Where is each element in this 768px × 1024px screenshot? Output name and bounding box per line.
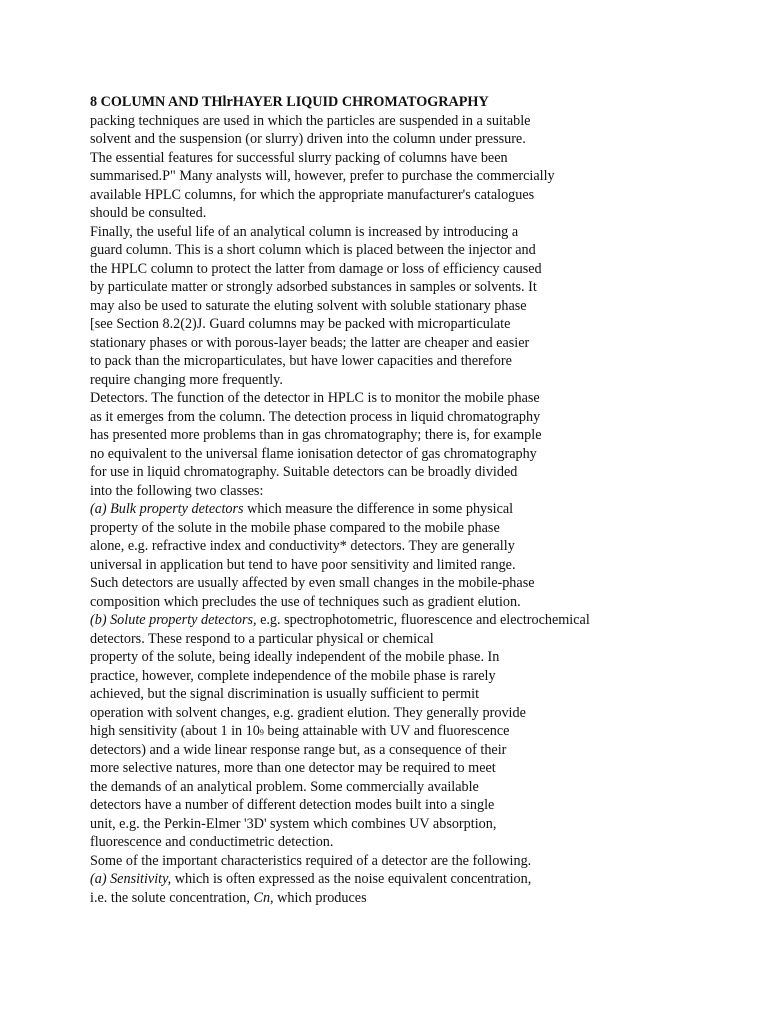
text-line-bulk-property	[90, 500, 690, 519]
sensitivity-text: which is often expressed as the noise equivalent concentration,	[171, 871, 532, 887]
section-heading: 8 COLUMN AND THlrHAYER LIQUID CHROMATOGRAPHY	[90, 94, 489, 110]
text-line-solute-property	[90, 611, 690, 630]
text-line: Detectors. The function of the detector in HPLC is to monitor the mobile phase	[90, 390, 540, 406]
document-page	[90, 93, 690, 907]
text-line: as it emerges from the column. The detection process in liquid chromatography	[90, 408, 541, 425]
text-line: Such detectors are usually affected by even small changes in the mobile-phase	[90, 575, 535, 591]
text-line: detectors) and a wide linear response range but, as a consequence of their	[90, 741, 507, 758]
text-line: property of the solute in the mobile phase compared to the mobile phase	[90, 519, 500, 536]
text-line: for use in liquid chromatography. Suitable detectors can be broadly divided	[90, 464, 518, 480]
sensitivity-text-after: being attainable with UV and fluorescence	[263, 723, 510, 739]
text-line: Some of the important characteristics required of a detector are the following.	[90, 852, 532, 869]
text-line: detectors. These respond to a particular physical or chemical	[90, 630, 434, 647]
exponent: 9	[259, 728, 264, 737]
text-block-packing-guard-detectors	[90, 112, 690, 501]
text-line: universal in application but tend to have poor sensitivity and limited range.	[90, 556, 516, 573]
text-line: [see Section 8.2(2)J. Guard columns may be packed with microparticulate	[90, 316, 511, 332]
text-line: Finally, the useful life of an analytical column is increased by introducing a	[90, 223, 519, 240]
text-line: packing techniques are used in which the particles are suspended in a suitable	[90, 112, 531, 129]
text-line: the demands of an analytical problem. Some commercially available	[90, 778, 479, 795]
bulk-property-label: (a) Bulk property detectors	[90, 501, 244, 517]
text-line: unit, e.g. the Perkin-Elmer '3D' system which combines UV absorption,	[90, 815, 497, 832]
text-block-detector-characteristics	[90, 741, 690, 871]
text-line: should be consulted.	[90, 205, 207, 221]
cn-symbol: Cn,	[253, 889, 274, 906]
text-line: property of the solute, being ideally independent of the mobile phase. In	[90, 649, 500, 665]
text-line: require changing more frequently.	[90, 371, 283, 388]
text-line-last	[90, 889, 690, 908]
text-line: by particulate matter or strongly adsorbed substances in samples or solvents. It	[90, 279, 537, 295]
text-line: composition which precludes the use of techniques such as gradient elution.	[90, 593, 521, 610]
text-line: guard column. This is a short column which is placed between the injector and	[90, 242, 536, 258]
text-line-high-sensitivity	[90, 722, 690, 741]
text-block-bulk-description	[90, 519, 690, 612]
solute-property-label: (b) Solute property detectors,	[90, 612, 257, 628]
sensitivity-text-before: high sensitivity (about 1 in 10	[90, 723, 260, 739]
solute-property-text: e.g. spectrophotometric, fluorescence and electrochemical	[256, 612, 590, 628]
text-line: into the following two classes:	[90, 482, 264, 499]
sensitivity-label: (a) Sensitivity,	[90, 871, 172, 887]
text-block-solute-description	[90, 630, 690, 723]
text-line: more selective natures, more than one detector may be required to meet	[90, 760, 496, 776]
text-line: detectors have a number of different detection modes built into a single	[90, 797, 495, 813]
text-line: no equivalent to the universal flame ionisation detector of gas chromatography	[90, 445, 537, 462]
text-line: stationary phases or with porous-layer beads; the latter are cheaper and easier	[90, 334, 530, 351]
text-line: available HPLC columns, for which the appropriate manufacturer's catalogues	[90, 186, 535, 203]
text-line: the HPLC column to protect the latter from damage or loss of efficiency caused	[90, 260, 542, 277]
last-text-after: which produces	[273, 889, 367, 906]
text-line: operation with solvent changes, e.g. gradient elution. They generally provide	[90, 704, 526, 721]
text-line: solvent and the suspension (or slurry) driven into the column under pressure.	[90, 131, 526, 147]
text-line: has presented more problems than in gas chromatography; there is, for example	[90, 427, 542, 443]
text-line: summarised.P" Many analysts will, however, prefer to purchase the commercially	[90, 168, 555, 184]
text-line: fluorescence and conductimetric detection.	[90, 834, 334, 850]
text-line: to pack than the microparticulates, but have lower capacities and therefore	[90, 353, 512, 369]
text-line: alone, e.g. refractive index and conductivity* detectors. They are generally	[90, 538, 515, 554]
text-line: may also be used to saturate the eluting solvent with soluble stationary phase	[90, 297, 527, 314]
text-line: The essential features for successful slurry packing of columns have been	[90, 149, 508, 166]
last-text-before: i.e. the solute concentration,	[90, 889, 254, 906]
bulk-property-text: which measure the difference in some physical	[243, 501, 514, 517]
text-line-sensitivity	[90, 870, 690, 889]
text-line: achieved, but the signal discrimination is usually sufficient to permit	[90, 686, 480, 702]
text-line: practice, however, complete independence of the mobile phase is rarely	[90, 667, 496, 684]
